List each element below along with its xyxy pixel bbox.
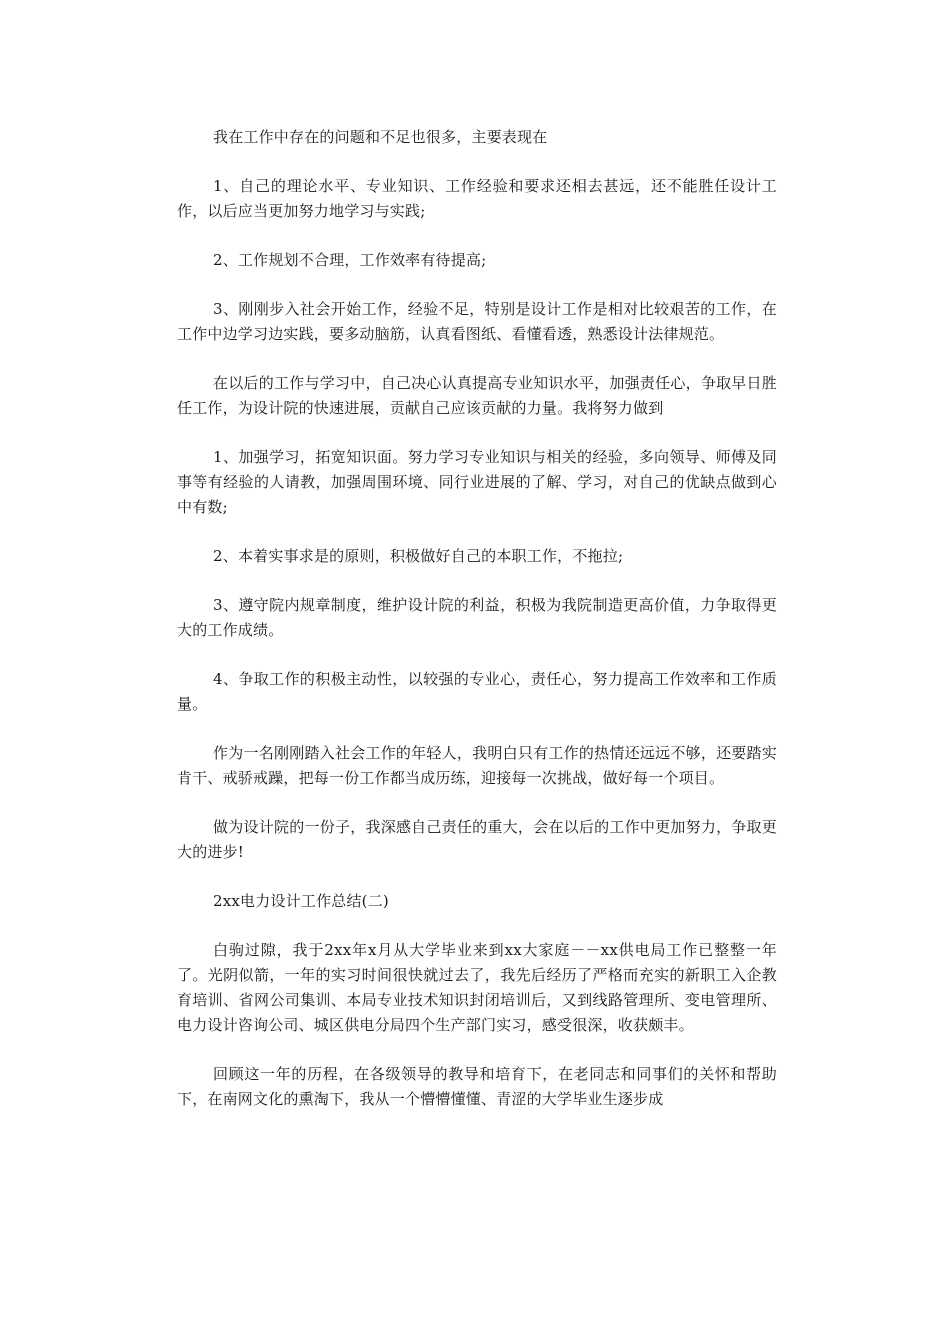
paragraph-future-intro: 在以后的工作与学习中，自己决心认真提高专业知识水平，加强责任心，争取早日胜任工作，为设计院的快速进展，贡献自己应该贡献的力量。我将努力做到 [177, 374, 777, 417]
paragraph-problem-1: 1、自己的理论水平、专业知识、工作经验和要求还相去甚远，还不能胜任设计工作，以后应当更加努力地学习与实践; [177, 177, 777, 220]
paragraph-problems-intro: 我在工作中存在的问题和不足也很多，主要表现在 [213, 128, 548, 146]
paragraph-plan-1: 1、加强学习，拓宽知识面。努力学习专业知识与相关的经验，多向领导、师傅及同事等有经验的人请教，加强周围环境、同行业进展的了解、学习，对自己的优缺点做到心中有数; [177, 448, 777, 516]
paragraph-young-worker: 作为一名刚刚踏入社会工作的年轻人，我明白只有工作的热情还远远不够，还要踏实肯干、戒骄戒躁，把每一份工作都当成历练，迎接每一次挑战，做好每一个项目。 [177, 744, 777, 787]
paragraph-review: 回顾这一年的历程，在各级领导的教导和培育下，在老同志和同事们的关怀和帮助下，在南网文化的熏淘下，我从一个懵懵懂懂、青涩的大学毕业生逐步成 [177, 1065, 777, 1108]
document-body [177, 125, 777, 1136]
paragraph-plan-4: 4、争取工作的积极主动性，以较强的专业心，责任心，努力提高工作效率和工作质量。 [177, 670, 777, 713]
paragraph-internship: 白驹过隙，我于2xx年x月从大学毕业来到xx大家庭－－xx供电局工作已整整一年了。光阴似箭，一年的实习时间很快就过去了，我先后经历了严格而充实的新职工入企教育培训、省网公司集训、本局专业技术知识封闭培训后，又到线路管理所、变电管理所、电力设计咨询公司、城区供电分局四个生产部门实习，感受很深，收获颇丰。 [177, 941, 777, 1034]
paragraph-problem-3: 3、刚刚步入社会开始工作，经验不足，特别是设计工作是相对比较艰苦的工作，在工作中边学习边实践，要多动脑筋，认真看图纸、看懂看透，熟悉设计法律规范。 [177, 300, 777, 343]
paragraph-conclusion: 做为设计院的一份子，我深感自己责任的重大，会在以后的工作中更加努力，争取更大的进步! [177, 818, 777, 861]
paragraph-problem-2: 2、工作规划不合理，工作效率有待提高; [213, 251, 487, 269]
section-heading: 2xx电力设计工作总结(二) [213, 892, 389, 910]
paragraph-plan-3: 3、遵守院内规章制度，维护设计院的利益，积极为我院制造更高价值，力争取得更大的工作成绩。 [177, 596, 777, 639]
paragraph-plan-2: 2、本着实事求是的原则，积极做好自己的本职工作，不拖拉; [213, 547, 624, 565]
